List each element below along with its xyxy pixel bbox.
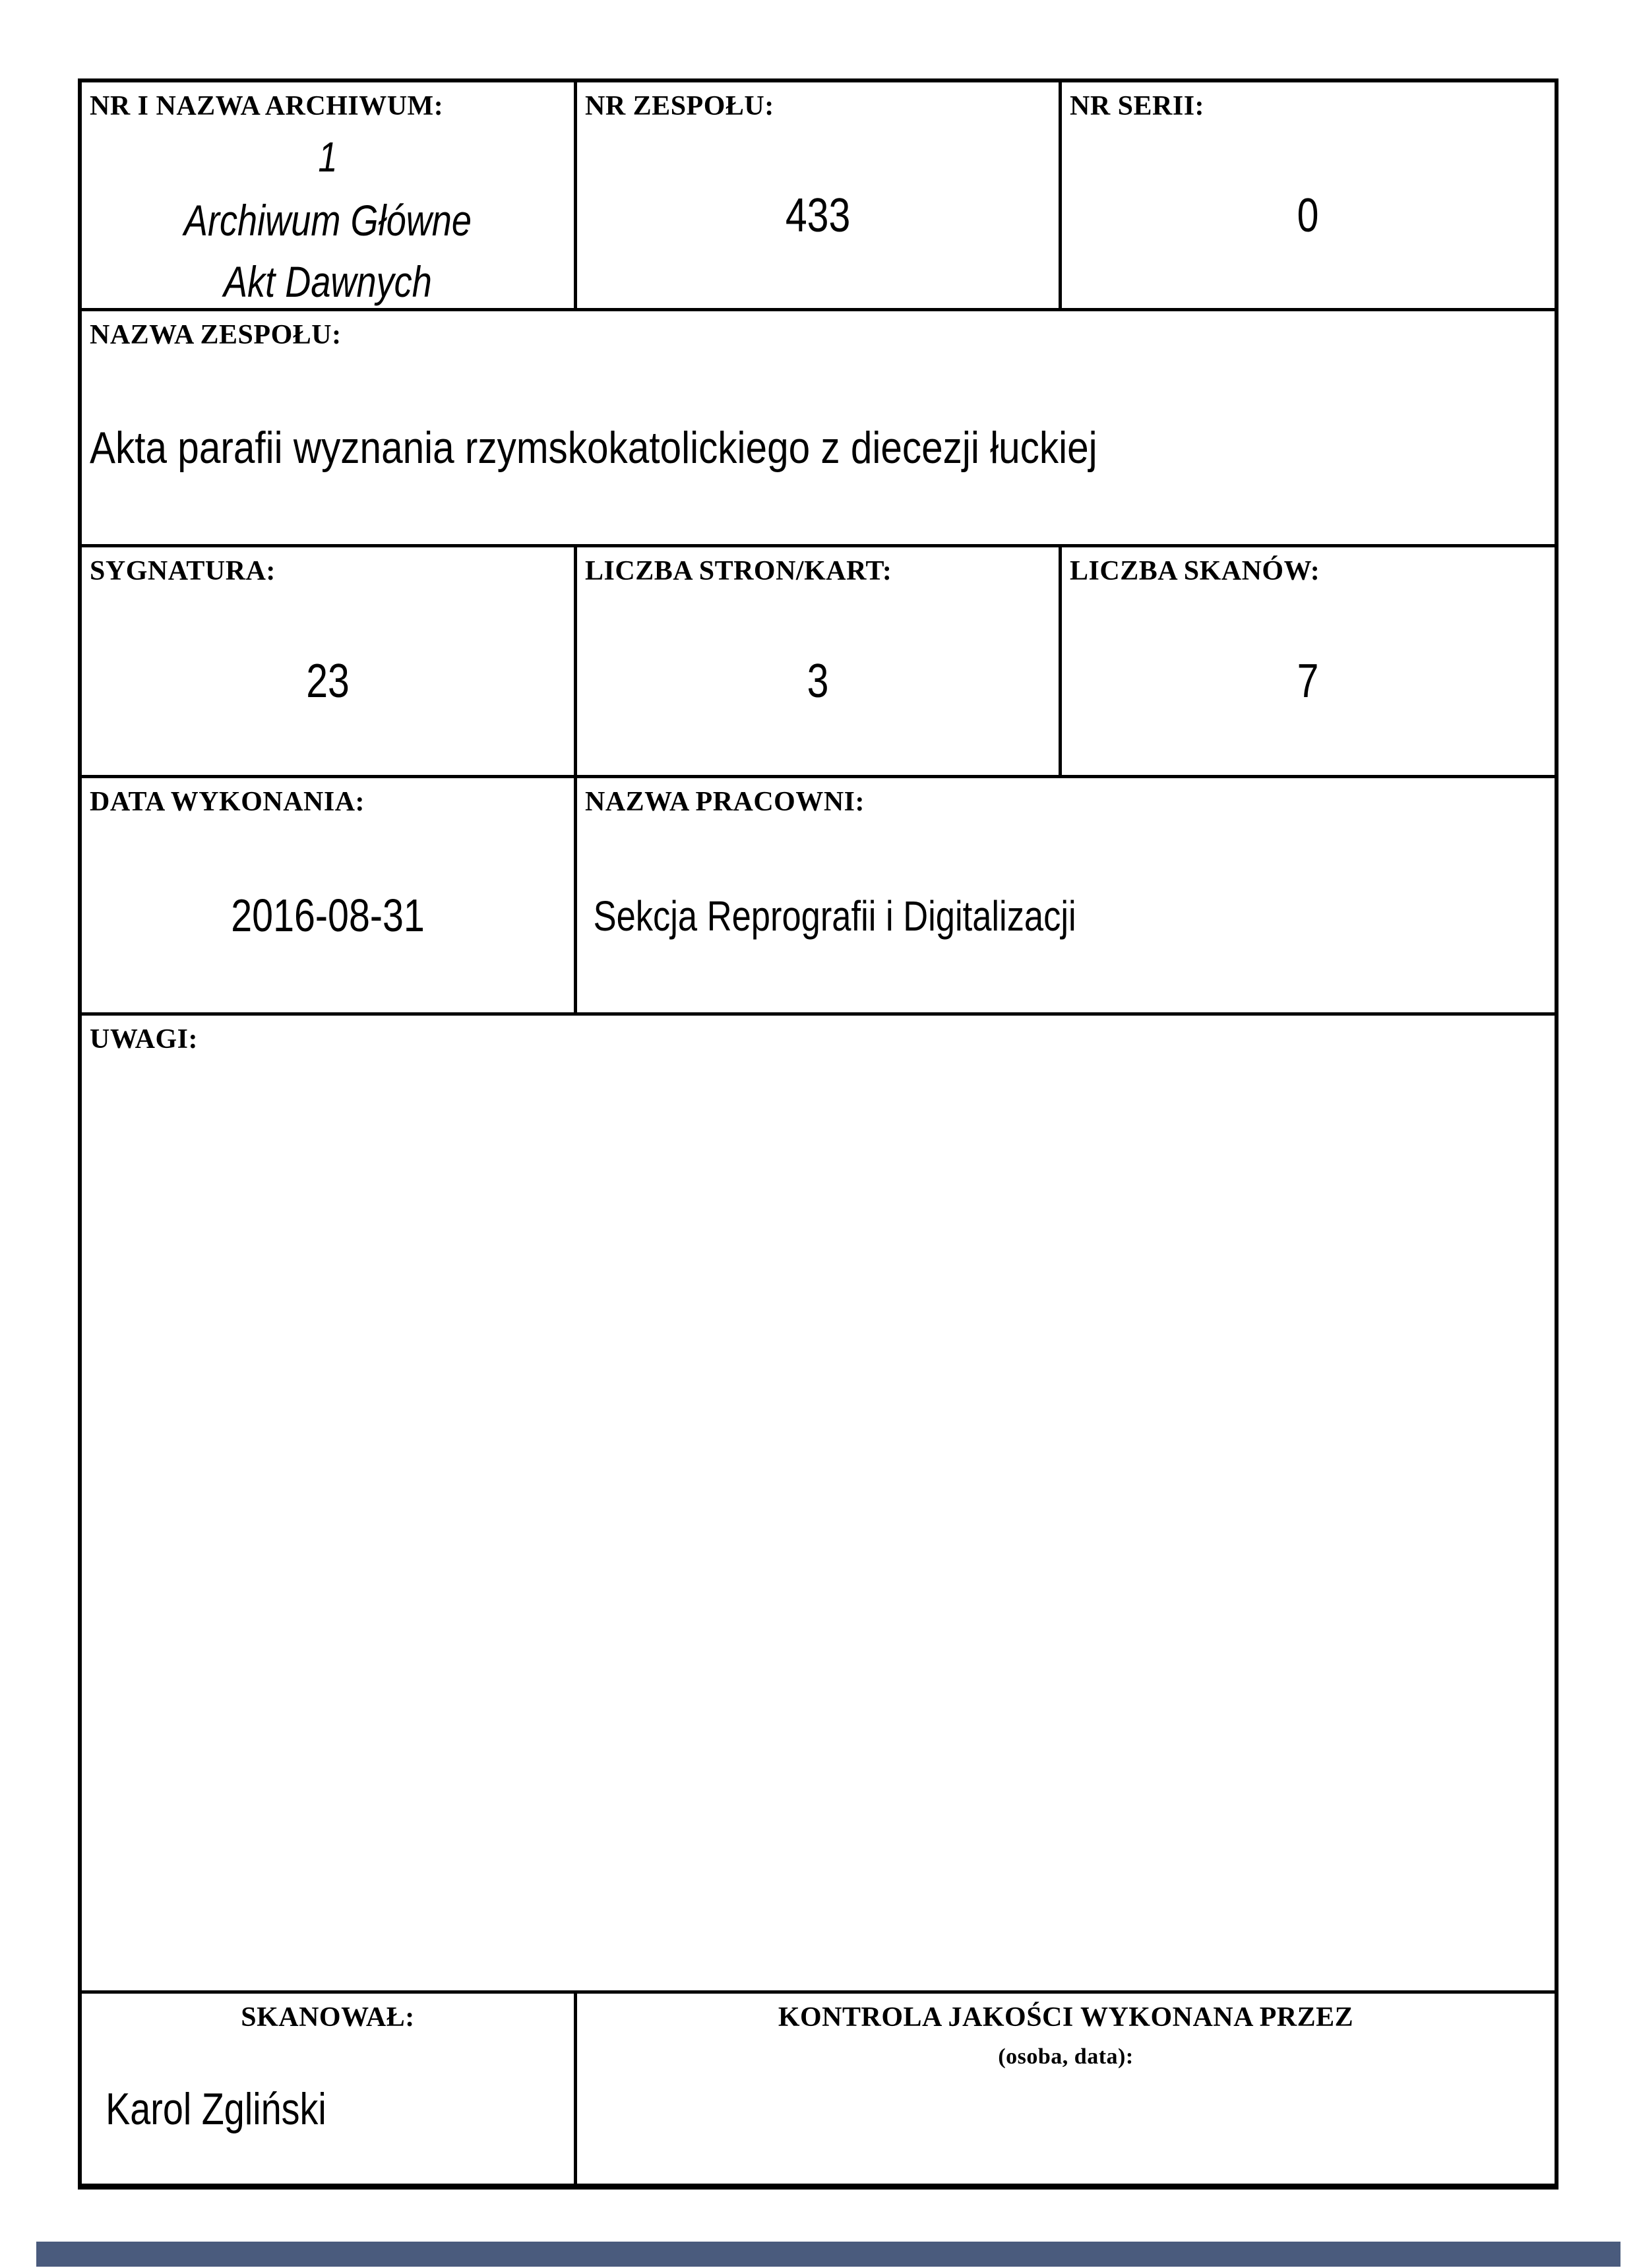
cell-fonds-name — [82, 311, 1555, 547]
scan-date-value: 2016-08-31 — [231, 890, 425, 942]
cell-signature — [82, 547, 577, 778]
cell-workshop — [577, 778, 1555, 1016]
cell-series-number — [1062, 82, 1555, 311]
fonds-name-label: NAZWA ZESPOŁU: — [90, 320, 342, 350]
fonds-number-value: 433 — [785, 189, 851, 242]
fonds-number-label: NR ZESPOŁU: — [585, 91, 774, 121]
signature-label: SYGNATURA: — [90, 556, 276, 586]
scanned-by-label: SKANOWAŁ: — [241, 2002, 415, 2033]
quality-control-sublabel: (osoba, data): — [998, 2044, 1134, 2069]
cell-quality-control — [577, 1994, 1555, 2184]
fonds-name-value: Akta parafii wyznania rzymskokatolickiego z diecezji łuckiej — [90, 423, 1097, 474]
quality-control-label: KONTROLA JAKOŚCI WYKONANA PRZEZ — [778, 2002, 1354, 2033]
workshop-value: Sekcja Reprografii i Digitalizacji — [593, 892, 1076, 940]
scans-count-value: 7 — [1297, 655, 1319, 708]
series-number-label: NR SERII: — [1070, 91, 1205, 121]
remarks-label: UWAGI: — [90, 1024, 199, 1055]
scanned-by-value: Karol Zgliński — [106, 2083, 326, 2134]
cell-archive — [82, 82, 577, 311]
archive-name-line1: Archiwum Główne — [183, 195, 472, 245]
scans-count-label: LICZBA SKANÓW: — [1070, 556, 1320, 586]
cell-scan-date — [82, 778, 577, 1016]
cell-pages-count — [577, 547, 1062, 778]
cell-fonds-number — [577, 82, 1062, 311]
scan-date-label: DATA WYKONANIA: — [90, 787, 365, 817]
bottom-accent-bar — [36, 2242, 1620, 2267]
series-number-value: 0 — [1297, 189, 1319, 242]
signature-value: 23 — [306, 655, 350, 708]
metadata-table — [78, 78, 1558, 2190]
pages-count-value: 3 — [807, 655, 829, 708]
pages-count-label: LICZBA STRON/KART: — [585, 556, 892, 586]
archive-label: NR I NAZWA ARCHIWUM: — [90, 91, 444, 121]
archive-name-line2: Akt Dawnych — [224, 257, 432, 306]
cell-scanned-by — [82, 1994, 577, 2184]
workshop-label: NAZWA PRACOWNI: — [585, 787, 865, 817]
cell-remarks — [82, 1016, 1555, 1994]
cell-scans-count — [1062, 547, 1555, 778]
archive-number: 1 — [318, 133, 338, 181]
